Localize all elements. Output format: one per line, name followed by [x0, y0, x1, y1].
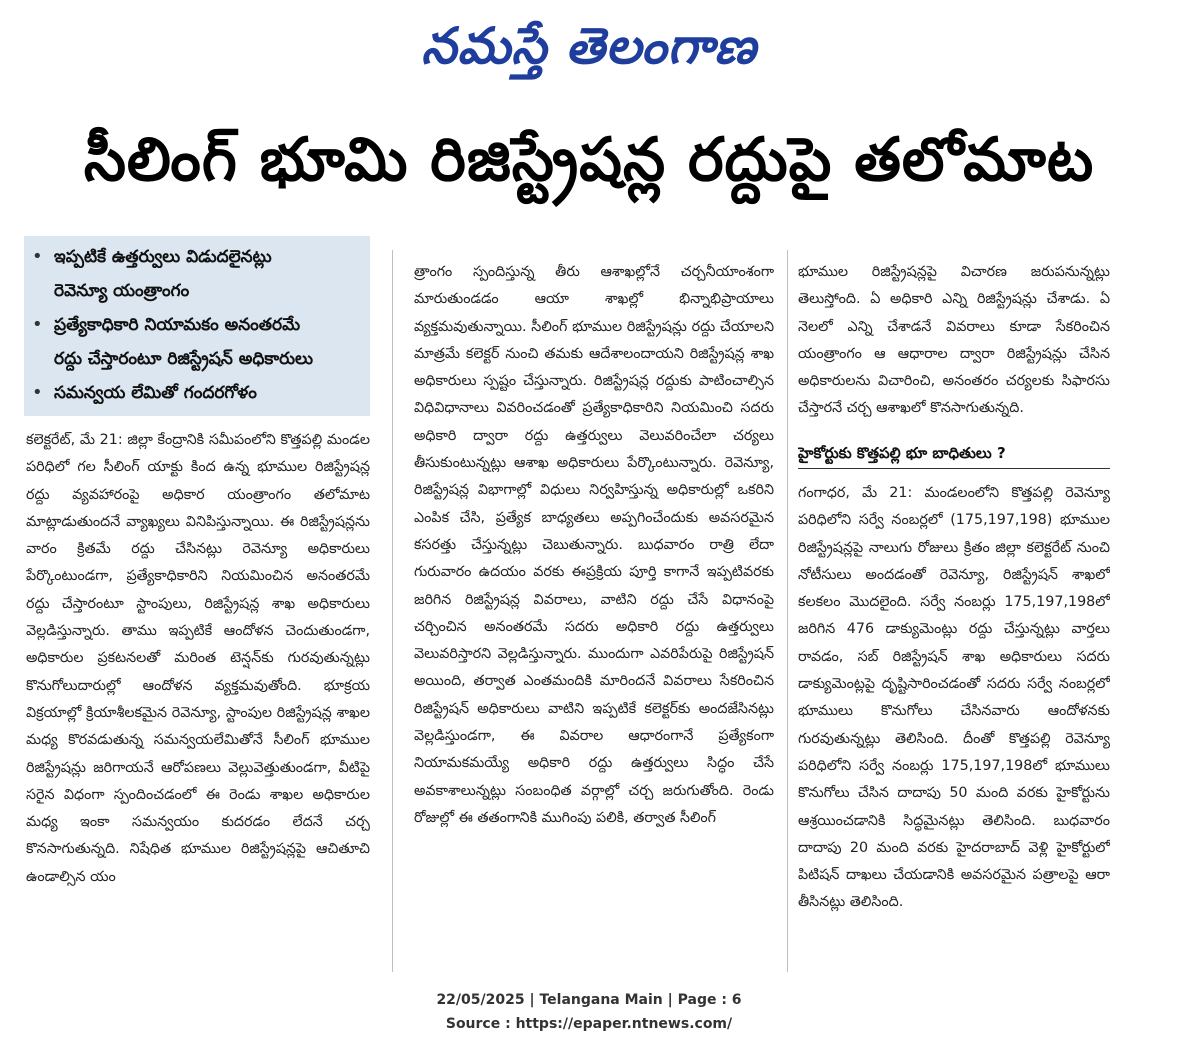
- footer-date-edition: 22/05/2025 | Telangana Main | Page : 6: [436, 992, 742, 1008]
- article-headline: సీలింగ్ భూమి రిజిస్ట్రేషన్ల రద్దుపై తలోమాట: [83, 125, 1095, 195]
- highlight-line: సమన్వయ లేమితో గందరగోళం: [54, 383, 257, 403]
- page-footer: [0, 988, 1178, 1042]
- article-column-2: త్రాంగం స్పందిస్తున్న తీరు ఆశాఖల్లోనే చర్చనీయాంశంగా మారుతుండడం ఆయా శాఖల్లో భిన్నాభిప్రాయాలు వ్యక్తమవుతున్నాయి. సీలింగ్ భూముల రిజిస్ట్రేషన్లు రద్దు చేయాలని మాత్రమే కలెక్టర్ నుంచి తమకు ఆదేశాలందాయని రిజిస్ట్రేషన్ల శాఖ అధికారులు స్పష్టం చేస్తున్నారు. రిజిస్ట్రేషన్ల రద్దుకు పాటించాల్సిన విధివిధానాలు వివరించడంతో ప్రత్యేకాధికారిని నియమించి సదరు అధికారి ద్వారా రద్దు ఉత్తర్వులు వెలువరించేలా చర్యలు తీసుకుంటున్నట్లు ఆశాఖ అధికారులు పేర్కొంటున్నారు. రెవెన్యూ, రిజిస్ట్రేషన్ల విభాగాల్లో విధులు నిర్వహిస్తున్న అధికారుల్లో ఒకరిని ఎంపిక చేసి, ప్రత్యేక బాధ్యతలు అప్పగించేందుకు అవసరమైన కసరత్తు చేస్తున్నట్లు చెబుతున్నారు. బుధవారం రాత్రి లేదా గురువారం ఉదయం వరకు ఈప్రక్రియ పూర్తి కాగానే ఇప్పటివరకు జరిగిన రిజిస్ట్రేషన్ల వివరాలు, వాటిని రద్దు చేసే విధానంపై చర్చించిన అనంతరమే సదరు అధికారి రద్దు ఉత్తర్వులు వెలువరిస్తారని వెల్లడిస్తున్నారు. ముందుగా ఎవరిపేరుపై రిజిస్ట్రేషన్ అయింది, తర్వాత ఎంతమందికి మారిందనే వివరాలు సేకరించిన రిజిస్ట్రేషన్ అధికారులు వాటిని ఇప్పటికే కలెక్టర్‌కు అందజేసినట్లు వెల్లడిస్తుండగా, ఈ వివరాల ఆధారంగానే ప్రత్యేకంగా నియామకమయ్యే అధికారి రద్దు ఉత్తర్వులు సిద్ధం చేసే అవకాశాలున్నట్లు సంబంధిత వర్గాల్లో చర్చ జరుగుతోంది. రెండు రోజుల్లో ఈ తతంగానికి ముగింపు పలికి, తర్వాత సీలింగ్: [414, 264, 774, 826]
- highlights-box: [24, 236, 370, 416]
- article-column-3-bottom: గంగాధర, మే 21: మండలంలోని కొత్తపల్లి రెవెన్యూ పరిధిలోని సర్వే నంబర్లలో (175,197,198) భూముల రిజిస్ట్రేషన్లపై నాలుగు రోజులు క్రితం జిల్లా కలెక్టరేట్ నుంచి నోటీసులు అందడంతో రెవెన్యూ, రిజిస్ట్రేషన్ శాఖలో కలకలం మొదలైంది. సర్వే నంబర్లు 175,197,198లో జరిగిన 476 డాక్యుమెంట్లు రద్దు చేస్తున్నట్లు వార్తలు రావడం, సబ్ రిజిస్ట్రేషన్ శాఖ అధికారులు సదరు డాక్యుమెంట్లపై దృష్టిసారించడంతో సదరు సర్వే నంబర్లలో భూములు కొనుగోలు చేసినవారు ఆందోళనకు గురవుతున్నట్లు తెలిసింది. దీంతో కొత్తపల్లి రెవెన్యూ పరిధిలోని సర్వే నంబర్లు 175,197,198లో భూములు కొనుగోలు చేసిన దాదాపు 50 మంది వరకు హైకోర్టును ఆశ్రయించడానికి సిద్ధమైనట్లు తెలిసింది. బుధవారం దాదాపు 20 మంది వరకు హైదరాబాద్ వెళ్లి హైకోర్టులో పిటిషన్ దాఖలు చేయడానికి అవసరమైన పత్రాలపై ఆరా తీసినట్లు తెలిసింది.: [798, 485, 1110, 911]
- highlight-line: ప్రత్యేకాధికారి నియామకం అనంతరమే: [54, 315, 301, 335]
- bullet-icon: •: [32, 314, 43, 335]
- bullet-icon: •: [32, 382, 43, 403]
- article-column-1: కలెక్టరేట్, మే 21: జిల్లా కేంద్రానికి సమీపంలోని కొత్తపల్లి మండల పరిధిలో గల సీలింగ్ యాక్టు కింద ఉన్న భూముల రిజిస్ట్రేషన్ల రద్దు వ్యవహారంపై అధికార యంత్రాంగం తలోమాట మాట్లాడుతుందనే వ్యాఖ్యలు వినిపిస్తున్నాయి. ఈ రిజిస్ట్రేషన్లను వారం క్రితమే రద్దు చేసినట్లు రెవెన్యూ అధికారులు పేర్కొంటుండగా, ప్రత్యేకాధికారిని నియమించిన అనంతరమే రద్దు చేస్తారంటూ స్టాంపులు, రిజిస్ట్రేషన్ల శాఖ అధికారులు వెల్లడిస్తున్నారు. తాము ఇప్పటికే ఆందోళన చెందుతుండగా, అధికారుల ప్రకటనలతో మరింత టెన్షన్‌కు గురవుతున్నట్లు కొనుగోలుదారుల్లో ఆందోళన వ్యక్తమవుతోంది. భూక్రయ విక్రయాల్లో క్రియాశీలకమైన రెవెన్యూ, స్టాంపుల రిజిస్ట్రేషన్ల శాఖల మధ్య కొరవడుతున్న సమన్వయలేమితోనే సీలింగ్ భూముల రిజిస్ట్రేషన్లు జరిగాయనే ఆరోపణలు వెల్లువెత్తుతుండగా, వీటిపై సరైన విధంగా స్పందించడంలో ఈ రెండు శాఖల అధికారుల మధ్య ఇంకా సమన్వయం కుదరడం లేదనే చర్చ కొనసాగుతున్నది. నిషేధిత భూముల రిజిస్ట్రేషన్లపై ఆచితూచి ఉండాల్సిన యం: [26, 432, 370, 885]
- highlight-line: రెవెన్యూ యంత్రాంగం: [54, 281, 190, 301]
- column-divider: [392, 250, 393, 972]
- article-column-3-top: భూముల రిజిస్ట్రేషన్లపై విచారణ జరుపనున్నట్లు తెలుస్తోంది. ఏ అధికారి ఎన్ని రిజిస్ట్రేషన్లు చేశాడు. ఏ నెలలో ఎన్ని చేశాడనే వివరాలు కూడా సేకరించిన యంత్రాంగం ఆ ఆధారాల ద్వారా రిజిస్ట్రేషన్లు చేసిన అధికారులను విచారించి, అనంతరం చర్యలకు సిఫారసు చేస్తారనే చర్చ ఆశాఖలో కొనసాగుతున్నది.: [798, 264, 1110, 417]
- highlight-item: [30, 308, 364, 376]
- column-divider: [787, 250, 788, 972]
- highlight-item: [30, 376, 364, 410]
- footer-source: Source : https://epaper.ntnews.com/: [445, 1016, 733, 1032]
- highlight-item: [30, 240, 364, 308]
- newspaper-masthead: నమస్తే తెలంగాణ: [421, 17, 757, 75]
- bullet-icon: •: [32, 246, 43, 267]
- highlight-line: ఇప్పటికే ఉత్తర్వులు విడుదలైనట్లు: [54, 247, 272, 267]
- sub-headline: హైకోర్టుకు కొత్తపల్లి భూ బాధితులు ?: [798, 438, 1110, 469]
- highlight-line: రద్దు చేస్తారంటూ రిజిస్ట్రేషన్ అధికారులు: [54, 349, 313, 369]
